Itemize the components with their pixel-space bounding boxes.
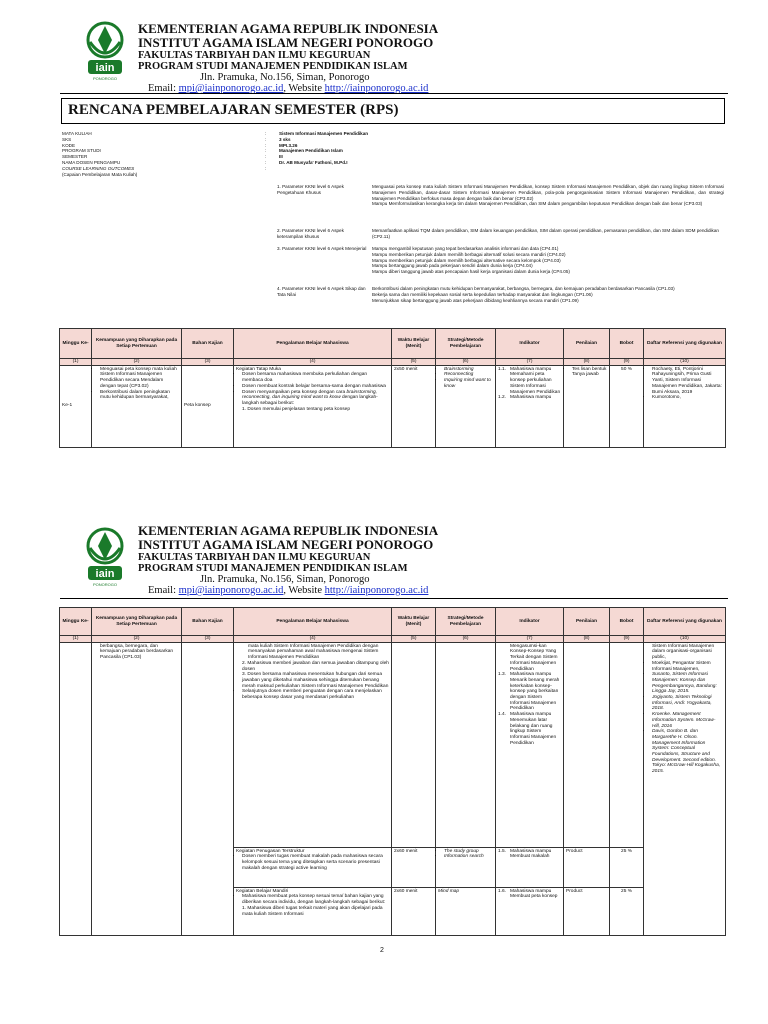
iain-logo-icon <box>82 20 128 82</box>
table-row: Kegiatan Penugasan Terstruktur • Dosen memberi tugas membuat makalah pada mahasiswa secara kelompok sesuai tema yang ditetapkan serta scenario presentasi makalah dengan strategi active learning 2x60 menit • The study group • Information search 1.5. Mahasiswa mampu Membuat makalah Product 25 % <box>60 847 726 887</box>
clo-param-2: 2. Parameter KKNI level 6 Aspek keterampilan khusus <box>277 228 344 239</box>
institute-name: INSTITUT AGAMA ISLAM NEGERI PONOROGO <box>138 35 434 50</box>
svg-text:PONOROGO: PONOROGO <box>92 582 118 587</box>
table-header-row: Minggu Ke- Kemampuan yang Diharapkan pada Setiap Pertemuan Bahan Kajian Pengalaman Belajar Mahasiswa Waktu Belajar (Menit) Strategi/Metode Pembelajaran Indikator Penilaian Bobot Daftar Referensi yang digunakan <box>60 329 726 359</box>
rps-table-page2 <box>59 607 726 936</box>
svg-text:iain: iain <box>95 568 115 580</box>
svg-text:iain: iain <box>95 62 115 74</box>
program-name: PROGRAM STUDI MANAJEMEN PENDIDIKAN ISLAM <box>138 61 408 72</box>
rps-table-page1 <box>59 328 726 448</box>
page-number: 2 <box>380 947 384 954</box>
program-name: PROGRAM STUDI MANAJEMEN PENDIDIKAN ISLAM <box>138 563 408 574</box>
svg-text:PONOROGO: PONOROGO <box>92 76 118 81</box>
contact-line: Email: mpi@iainponorogo.ac.id, Website http://iainponorogo.ac.id <box>148 585 429 596</box>
iain-logo-icon <box>82 526 128 588</box>
ministry-name: KEMENTERIAN AGAMA REPUBLIK INDONESIA <box>138 21 439 36</box>
website-link[interactable]: http://iainponorogo.ac.id <box>324 83 429 94</box>
clo-param-4: 4. Parameter KKNI level 6 Aspek Sikap dan Tata Nilai <box>277 286 366 297</box>
document-title-box <box>61 98 725 124</box>
clo-desc-4: Berkontribusi dalam peningkatan mutu kehidupan bermasyarakat, berbangsa, bernegara, dan kemajuan peradaban berdasarkan Pancasila (CP1.03) Bekerja sama dan memiliki kepekaan sosial serta kepedulian terhadap masyarakat dan lingkungan (CP1.06) Menunjukkan sikap bertanggung jawab atas pekerjaan dibidang keahliannya secara mandiri (CP1.09) <box>372 286 675 303</box>
institute-name: INSTITUT AGAMA ISLAM NEGERI PONOROGO <box>138 537 434 552</box>
table-row: Kegiatan Belajar Mandiri • Mahasiswa membuat peta konsep sesuai tema/ bahan kajian yang diberikan secara individu, dengan langkah-langkah sebagai berikut: 1. Mahasiswa diberi tugas terkait materi yang akan dipelajari pada mata kuliah Sistem Informasi 2x60 menit Mind map 1.6. Mahasiswa mampu Membuat peta konsep Product 25 % <box>60 887 726 935</box>
faculty-name: FAKULTAS TARBIYAH DAN ILMU KEGURUAN <box>138 552 371 563</box>
email-link[interactable]: mpi@iainponorogo.ac.id <box>178 83 284 94</box>
contact-line: Email: mpi@iainponorogo.ac.id, Website http://iainponorogo.ac.id <box>148 83 429 94</box>
clo-desc-3: Mampu mengambil keputusan yang tepat berdasarkan analisis informasi dan data (CP4.01) Mampu memberikan petunjuk dalam memilih berbagai alternatif solusi secara mandiri (CP4.02) Mampu memberikan petunjuk dalam memilih berbagai alternative secara kelompok (CP4.03) Mampu bertanggung jawab pada pekerjaan sendiri dalam dunia kerja (CP4.04) Mampu diberi tanggung jawab atas pencapaian hasil kerja organisasi dalam dunia kerja (CP4.05) <box>372 246 570 275</box>
clo-param-1: 1. Parameter KKNI level 6 Aspek Pengetahuan Khusus <box>277 184 344 195</box>
info-colons: : : : : : : : <box>265 131 267 171</box>
info-labels: MATA KULIAH SKS KODE PROGRAM STUDI SEMESTER NAMA DOSEN PENGAMPU COURSE LEARNING OUTCOMES (Capaian Pembelajaran Mata Kuliah) <box>62 131 138 177</box>
website-link[interactable]: http://iainponorogo.ac.id <box>324 585 429 596</box>
address: Jln. Pramuka, No.156, Siman, Ponorogo <box>200 574 370 585</box>
clo-desc-2: Memanfaatkan aplikasi TQM dalam pendidikan, SIM dalam keuangan pendidikan, SIM dalam operasi pendidikan, pemasaran pendidikan, dan SIM dalam SDM pendidikan (CP2.11) <box>372 228 719 239</box>
table-row: Ke-1 • Menguasai peta konsep mata kuliah Sistem Informasi Manajemen Pendidikan secara Mendalam dengan tepat (CP3.02) • Berkontribusi dalam peningkatan mutu kehidupan bermasyarakat, Peta konsep Kegiatan Tatap Muka • Dosen bersama mahasiswa membuka perkuliahan dengan membaca doa • Dosen membuat kontrak belajar bersama-sama dengan mahasiswa • Dosen menyampaikan peta konsep dengan cara brainstorming, reconnecting, dan inquiring mind want to know dengan langkah-langkah sebagai berikut: 1. Dosen memulai penjelasan tentang peta konsep 2x50 menit • Brainstorming • Reconnecting • Inquiring mind want to know 1.1. Mahasiswa mampu Memahami peta konsep perkuliahan Sistem Informasi Manajemen Pendidikan 1.2. Mahasiswa mampu • Tes lisan bentuk Tanya jawab 50 % • Rochaety, Eti, Pontjorini Rahayuningsih, Prima Gusti Yanti, Sistem Informasi Manajemen Pendidikan, Jakarta: Bumi Aksara, 2019 • Kumorotomo, <box>60 365 726 447</box>
header-divider <box>60 93 728 94</box>
table-row: berbangsa, bernegara, dan kemajuan peradaban berdasarkan Pancasila (CP1.03) mata kuliah Sistem Informasi Manajemen Pendidikan dengan menanyakan pemahaman awal mahasiswa mengenai Sistem Informasi Manajemen Pendidikan 2. Mahasiswa memberi jawaban dan semua jawaban ditampung oleh dosen 3. Dosen bersama mahasiswa menentukan hubungan dari semua jawaban yang diketahui mahasiswa sehingga ditemukan benang merah maksud perkuliahan Sistem Informasi Manajemen Pendidikan • Selanjutnya dosen memberi penguatan dengan cara menjelaskan beberapa konsep dasar yang mendasari perkuliahan Mengasumsi-kan Konsep-Konsep Yang Terkait dengan Sistem Informasi Manajemen Pendidikan 1.3. Mahasiswa mampu Menarik benang merah keterkaitan konsep-konsep yang berkaitan dengan Sistem Informasi Manajemen Pendidikan 1.4. Mahasiswa mampu Menemukan latar belakang dan ruang lingkup Sistem Informasi Manajemen Pendidikan Sistem Informasi Manajemen dalam organisasi-organisasi public, • Moekijat, Pengantar Sistem Informasi Manajemen, • Susanto, Sistem Informasi Manajemen: Konsep dan Pengembangannya, Bandung: Lingga Jay, 2015. • Jogiyanto, Sistem Teknologi Informasi, Andi: Yogyakarta, 2018. • Kroenke. Management Information System. McGraw-Hill, 2016 • Davis, Gordon B. dan Margarethe H. Olson. Management Information System: Conceptual Foundations, Structure and Development. Second edition. Tokyo: McGraw-Hill Kogakusha, 2015. <box>60 642 726 847</box>
table-header-row: Minggu Ke- Kemampuan yang Diharapkan pada Setiap Pertemuan Bahan Kajian Pengalaman Belajar Mahasiswa Waktu Belajar (Menit) Strategi/Metode Pembelajaran Indikator Penilaian Bobot Daftar Referensi yang digunakan <box>60 608 726 636</box>
clo-desc-1: Menguasai peta konsep mata kuliah Sistem Informasi Manajemen Pendidikan, konsep Sistem Informasi Manajemen Pendidikan, objek dan ruang lingkup Sistem Informasi Manajemen Pendidikan, dasar-dasar Sistem Informasi Manajemen Pendidikan, pola-pola pengorganisasian Sistem Informasi Manajemen Pendidikan, dan strategi Manajemen Pendidikan berfokus masa depan dengan baik dan benar (CP3.02) Mampu Memformulasikan kerangka kerja tim dalam Manajemen Pendidikan, dan SIM dalam pengambilan keputusan Pendidikan dengan baik dan benar (CP3.03) <box>372 184 724 207</box>
info-values: Sistem Informasi Manajemen Pendidikan 3 sks MPI.3.26 Manajemen Pendidikan Islam III Dr. AB Musyafa' Fathoni, M.Pd.I <box>279 131 369 165</box>
document-title: RENCANA PEMBELAJARAN SEMESTER (RPS) <box>68 102 399 118</box>
faculty-name: FAKULTAS TARBIYAH DAN ILMU KEGURUAN <box>138 50 371 61</box>
ministry-name: KEMENTERIAN AGAMA REPUBLIK INDONESIA <box>138 523 439 538</box>
header-divider <box>60 598 728 599</box>
address: Jln. Pramuka, No.156, Siman, Ponorogo <box>200 72 370 83</box>
table-number-row: (1) (2) (3) (4) (5) (6) (7) (8) (9) (10) <box>60 636 726 643</box>
email-link[interactable]: mpi@iainponorogo.ac.id <box>178 585 284 596</box>
clo-param-3: 3. Parameter KKNI level 6 Aspek Menejerial <box>277 246 367 251</box>
table-number-row: (1) (2) (3) (4) (5) (6) (7) (8) (9) (10) <box>60 359 726 366</box>
